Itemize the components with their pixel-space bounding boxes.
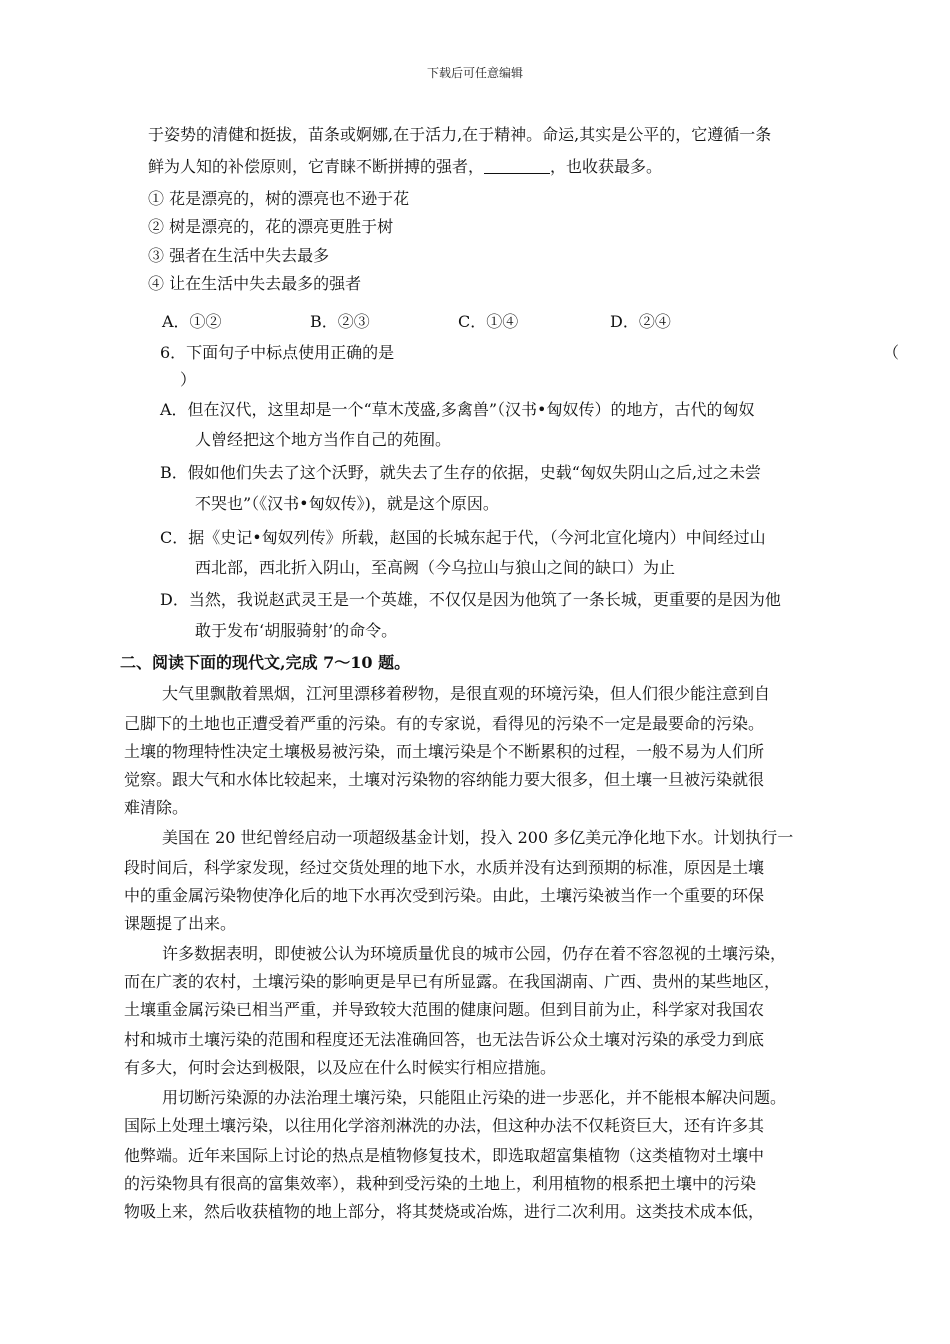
q6-option-b-line-2: 不哭也”（《汉书•匈奴传》)，就是这个原因。 — [195, 494, 499, 513]
q6-option-a-line-2: 人曾经把这个地方当作自己的苑囿。 — [195, 430, 452, 449]
intro-line-2-text: 鲜为人知的补偿原则，它青睐不断拼搏的强者， — [148, 157, 485, 176]
passage-line-9: 课题提了出来。 — [124, 914, 237, 933]
passage-line-7: 段时间后，科学家发现，经过交货处理的地下水，水质并没有达到预期的标准，原因是土壤 — [124, 858, 765, 877]
passage-line-3: 土壤的物理特性决定土壤极易被污染，而土壤污染是个不断累积的过程，一般不易为人们所 — [124, 742, 765, 761]
q6-option-d-line-2: 敢于发布‘胡服骑射’的命令。 — [195, 621, 398, 640]
passage-line-5: 难清除。 — [124, 798, 189, 817]
q6-option-a-line-1: A．但在汉代，这里却是一个“草木茂盛,多禽兽”（汉书•匈奴传）的地方，古代的匈奴 — [160, 400, 755, 419]
passage-line-19: 物吸上来，然后收获植物的地上部分，将其焚烧或冶炼，进行二次利用。这类技术成本低， — [124, 1202, 765, 1221]
passage-line-10: 许多数据表明，即使被公认为环境质量优良的城市公园，仍存在着不容忽视的土壤污染， — [162, 944, 787, 963]
q5-option-a: A．①② — [162, 312, 222, 331]
intro-line-2 — [148, 155, 662, 179]
passage-line-18: 的污染物具有很高的富集效率），栽种到受污染的土地上，利用植物的根系把土壤中的污染 — [124, 1174, 757, 1193]
q5-option-c: C．①④ — [458, 312, 519, 331]
item-2: ② 树是漂亮的，花的漂亮更胜于树 — [148, 217, 394, 236]
passage-line-12: 土壤重金属污染已相当严重，并导致较大范围的健康问题。但到目前为止，科学家对我国农 — [124, 1000, 765, 1019]
passage-line-14: 有多大，何时会达到极限，以及应在什么时候实行相应措施。 — [124, 1058, 557, 1077]
item-4: ④ 让在生活中失去最多的强者 — [148, 274, 362, 293]
passage-line-4: 觉察。跟大气和水体比较起来，土壤对污染物的容纳能力要大很多，但土壤一旦被污染就很 — [124, 770, 765, 789]
q6-paren-close: ） — [180, 370, 197, 389]
passage-line-16: 国际上处理土壤污染，以往用化学溶剂淋洗的办法，但这种办法不仅耗资巨大，还有许多其 — [124, 1116, 765, 1135]
item-1: ① 花是漂亮的，树的漂亮也不逊于花 — [148, 189, 410, 208]
section-2-title: 二、阅读下面的现代文,完成 7～10 题。 — [120, 653, 411, 672]
page-header: 下载后可任意编辑 — [426, 66, 523, 80]
q5-option-d: D．②④ — [610, 312, 671, 331]
q5-option-b: B．②③ — [310, 312, 370, 331]
q6-option-b-line-1: B．假如他们失去了这个沃野，就失去了生存的依据，史载“匈奴失阴山之后,过之未尝 — [160, 463, 762, 482]
q6-option-c-line-1: C．据《史记•匈奴列传》所载，赵国的长城东起于代，（今河北宣化境内）中间经过山 — [160, 528, 766, 547]
q6-option-d-line-1: D．当然，我说赵武灵王是一个英雄，不仅仅是因为他筑了一条长城，更重要的是因为他 — [160, 590, 781, 609]
passage-line-8: 中的重金属污染物使净化后的地下水再次受到污染。由此，土壤污染被当作一个重要的环保 — [124, 886, 765, 905]
passage-line-6: 美国在 20 世纪曾经启动一项超级基金计划，投入 200 多亿美元净化地下水。计划执行一 — [162, 828, 794, 847]
item-3: ③ 强者在生活中失去最多 — [148, 246, 330, 265]
passage-line-15: 用切断污染源的办法治理土壤污染，只能阻止污染的进一步恶化，并不能根本解决问题。 — [162, 1088, 787, 1107]
passage-line-13: 村和城市土壤污染的范围和程度还无法准确回答，也无法告诉公众土壤对污染的承受力到底 — [124, 1030, 765, 1049]
passage-line-17: 他弊端。近年来国际上讨论的热点是植物修复技术，即选取超富集植物（这类植物对土壤中 — [124, 1146, 765, 1165]
passage-line-11: 而在广袤的农村，土壤污染的影响更是早已有所显露。在我国湖南、广西、贵州的某些地区， — [124, 972, 781, 991]
q6-paren-open: （ — [883, 343, 900, 362]
passage-line-1: 大气里飘散着黑烟，江河里漂移着秽物，是很直观的环境污染，但人们很少能注意到自 — [162, 684, 771, 703]
q6-stem: 6．下面句子中标点使用正确的是 — [160, 343, 395, 362]
intro-line-2-end: ，也收获最多。 — [550, 157, 663, 176]
q6-option-c-line-2: 西北部，西北折入阴山，至高阙（今乌拉山与狼山之间的缺口）为止 — [195, 558, 676, 577]
answer-blank — [484, 155, 550, 174]
passage-line-2: 己脚下的土地也正遭受着严重的污染。有的专家说，看得见的污染不一定是最要命的污染。 — [124, 714, 765, 733]
intro-line-1: 于姿势的清健和挺拔，苗条或婀娜,在于活力,在于精神。命运,其实是公平的，它遵循一条 — [148, 125, 772, 144]
